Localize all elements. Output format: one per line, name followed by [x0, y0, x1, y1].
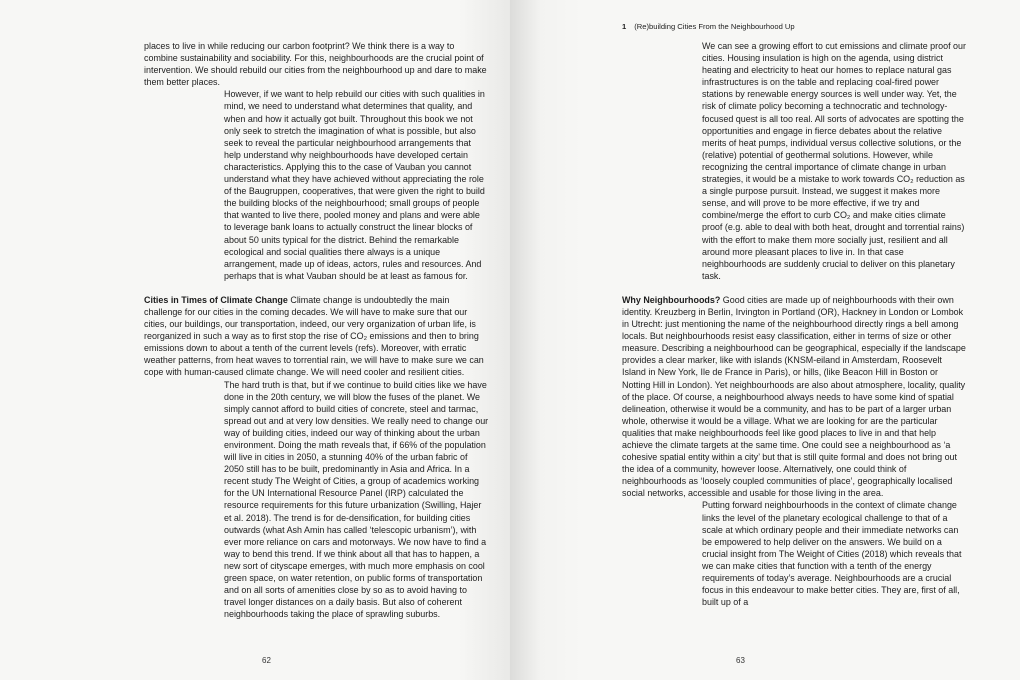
- right-text-column: [622, 40, 967, 608]
- right-page: [510, 0, 1020, 680]
- section-heading: Cities in Times of Climate Change: [144, 294, 288, 305]
- paragraph: The hard truth is that, but if we continue to build cities like we have done in the 20th century, we will blow the fuses of the planet. We simply cannot afford to build cities of concrete, steel and tarmac, spread out and at very low densities. We really need to change our way of building cities, indeed our way of thinking about the urban environment. Doing the math reveals that, if 66% of the population will live in cities in 2050, a stunning 40% of the urban fabric of 2050 still has to be built, predominantly in Asia and Africa. In a recent study The Weight of Cities, a group of academics working for the UN International Resource Panel (IRP) calculated the resource requirements for this future urbanization (Swilling, Hajer et al. 2018). The trend is for de-densification, for building cities outwards (what Ash Amin has called ‘telescopic urbanism’), with ever more reliance on cars and motorways. We now have to find a way to bend this trend. If we think about all that has to happen, a new sort of cityscape emerges, with much more emphasis on cool green space, on water retention, on public forms of transportation and on all sorts of amenities close by so as to avoid having to travel longer distances on a daily basis. But also of coherent neighbourhoods taking the place of sprawling suburbs.: [224, 379, 489, 620]
- page-number: 62: [262, 656, 271, 665]
- paragraph: Putting forward neighbourhoods in the context of climate change links the level of the planetary ecological challenge to that of a scale at which ordinary people and their immediate networks can be empowered to help deliver on the answers. We build on a crucial insight from The Weight of Cities (2018) which reveals that we can make cities that function with a tenth of the energy requirements of today’s average. Neighbourhoods are a crucial focus in this endeavour to make better cities. They are, first of all, built up of a: [702, 500, 962, 608]
- chapter-number: 1: [622, 22, 627, 31]
- paragraph: However, if we want to help rebuild our cities with such qualities in mind, we need to understand what determines that quality, and when and how it actually got built. Throughout this book we not only seek to stretch the imagination of what is possible, but also seek to reveal the particular neighbourhood arrangements that help understand why neighbourhoods have developed certain characteristics. Applying this to the case of Vauban you cannot understand what they have achieved without appreciating the role of the Baugruppen, cooperatives, that were given the right to build the building blocks of the neighbourhood; small groups of people that wanted to live there, pooled money and plans and were able to leverage bank loans to actually construct the linear blocks of about 50 units typical for the district. Behind the remarkable ecological and social qualities there always is a unique arrangement, made up of ideas, actors, rules and resources. And perhaps that is what Vauban should be at least as famous for.: [224, 89, 485, 281]
- paragraph: places to live in while reducing our carbon footprint? We think there is a way to combine sustainability and sociability. For this, neighbourhoods are the crucial point of intervention. We should rebuild our cities from the neighbourhood up and dare to make them better places.: [144, 41, 487, 88]
- section-heading: Why Neighbourhoods?: [622, 294, 721, 305]
- left-text-column: [144, 40, 489, 620]
- chapter-title: (Re)building Cities From the Neighbourhood Up: [634, 22, 795, 31]
- paragraph-body: Good cities are made up of neighbourhoods with their own identity. Kreuzberg in Berlin, Irvington in Portland (OR), Hackney in London or Lombok in Utrecht: just mentioning the name of the neighbourhood directly rings a bell among locals. But neighbourhoods resist easy classification, either in terms of size or other measure. Describing a neighbourhood can be geographical, especially if the landscape provides a clear marker, like with islands (KNSM-eiland in Amsterdam, Roosevelt Island in New York, Ile de France in Paris), or hills, (like Beacon Hill in Boston or Notting Hill in London). Yet neighbourhoods are also about atmosphere, locality, quality of the place. Of course, a neighbourhood always needs to have some kind of spatial delineation, otherwise it would be a community, and has to be part of a larger urban whole, otherwise it would be a village. What we are looking for are the particular qualities that make neighbourhoods feel like good places to live in and that help achieve the climate targets at the same time. One could see a neighbourhood as ‘a cohesive spatial entity within a city’ but that is still quite formal and does not bring out the idea of a community, however loose. Alternatively, one could think of neighbourhoods as ‘loosely coupled communities of place’, geographically localised social networks, accessible and usable for those living in the area.: [622, 294, 966, 499]
- paragraph-climate: [144, 294, 489, 379]
- page-number: 63: [736, 656, 745, 665]
- running-head: [622, 22, 795, 31]
- paragraph: We can see a growing effort to cut emissions and climate proof our cities. Housing insulation is high on the agenda, using district heating and electricity to heat our homes to replace natural gas infrastructures is on the table and replacing coal-fired power stations by renewable energy sources is well under way. Yet, the risk of climate policy becoming a technocratic and technology-focused quest is all too real. All sorts of advocates are spotting the opportunities and engage in fierce debates about the relative merits of heat pumps, individual versus collective solutions, or the (relative) potential of geothermal solutions. However, while recognizing the central importance of climate change in urban strategies, it would be a mistake to work towards CO₂ reduction as a single purpose pursuit. Instead, we suggest it makes more sense, and will prove to be more effective, if we try and combine/merge the effort to curb CO₂ and make cities climate proof (e.g. able to deal with both heat, drought and torrential rains) with the effort to make them more socially just, resilient and all around more pleasant places to live in. In that case neighbourhoods are suddenly crucial to deliver on this planetary task.: [702, 41, 966, 281]
- paragraph-why: [622, 294, 967, 500]
- paragraph-body: Climate change is undoubtedly the main challenge for our cities in the coming decades. We will have to make sure that our cities, our buildings, our transportation, indeed, our very organization of urban life, is reorganized in such a way as to first stop the rise of CO₂ emissions and then to bring emissions down to about a tenth of the current levels (refs). Moreover, with erratic weather patterns, from heat waves to torrential rain, we will have to make sure we can cope with human-caused climate change. We will need cooler and resilient cities.: [144, 294, 484, 378]
